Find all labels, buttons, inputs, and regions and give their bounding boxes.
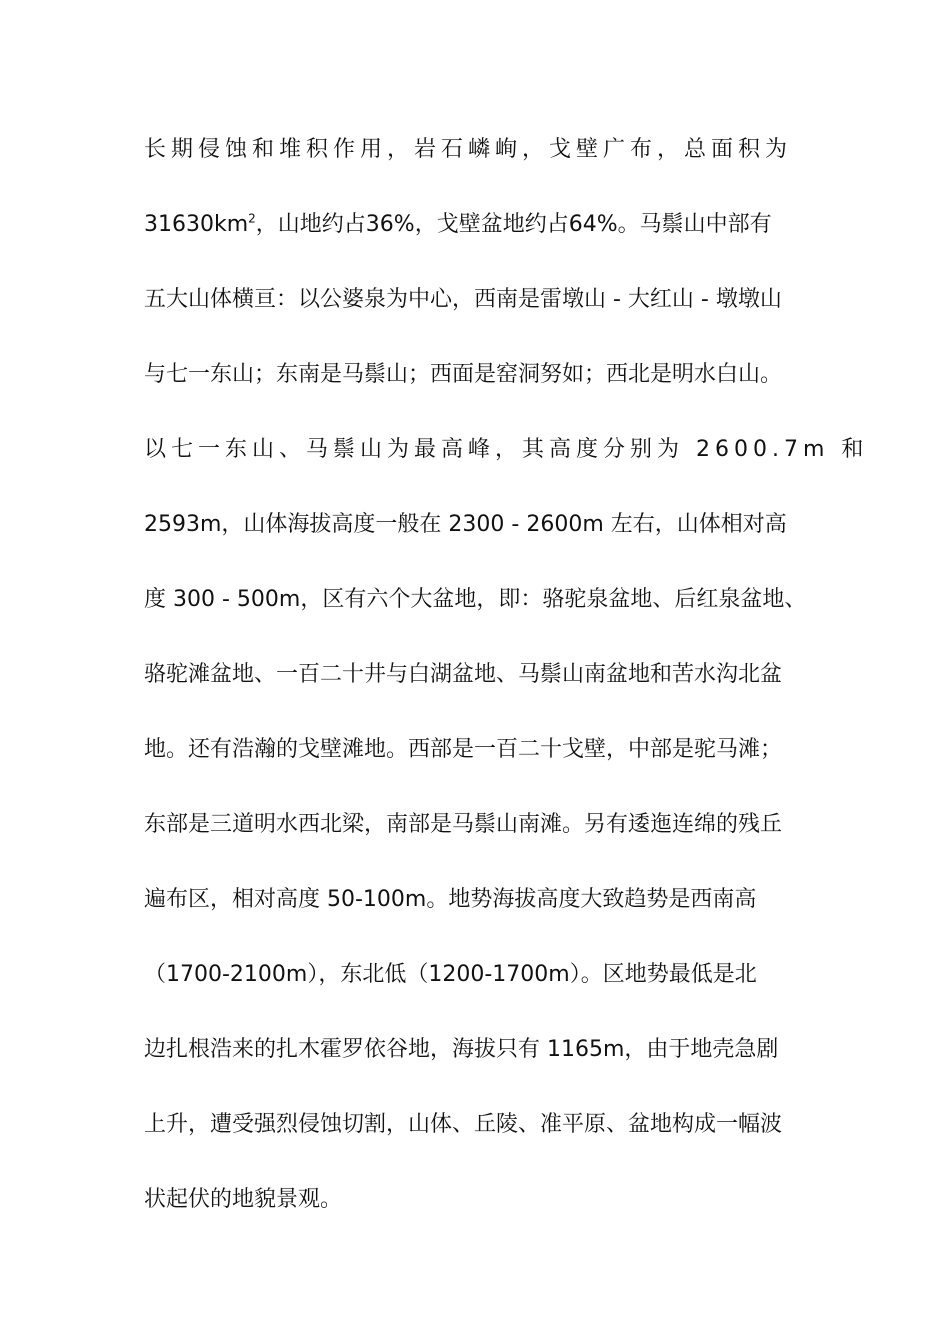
text-line-7: 度 300 - 500m，区有六个大盆地，即：骆驼泉盆地、后红泉盆地、	[144, 587, 807, 612]
text-line-2-rest: ，山地约占36%，戈壁盆地约占64%。马鬃山中部有	[255, 212, 772, 237]
text-line-14: 上升，遭受强烈侵蚀切割，山体、丘陵、准平原、盆地构成一幅波	[144, 1112, 783, 1137]
text-line-11: 遍布区，相对高度 50-100m。地势海拔高度大致趋势是西南高	[144, 887, 757, 912]
text-line-9: 地。还有浩瀚的戈壁滩地。西部是一百二十戈壁，中部是驼马滩；	[144, 737, 783, 762]
area-value: 31630km	[144, 212, 249, 237]
text-line-12: （1700-2100m），东北低（1200-1700m）。区地势最低是北	[144, 962, 757, 987]
text-line-13: 边扎根浩来的扎木霍罗依谷地，海拔只有 1165m，由于地壳急剧	[144, 1037, 779, 1062]
text-line-4: 与七一东山；东南是马鬃山；西面是窑洞努如；西北是明水白山。	[144, 362, 783, 387]
superscript-2: 2	[248, 211, 256, 226]
text-line-1: 长期侵蚀和堆积作用，岩石嶙峋，戈壁广布，总面积为	[144, 137, 793, 162]
text-line-3: 五大山体横亘：以公婆泉为中心，西南是雷墩山 - 大红山 - 墩墩山	[144, 287, 782, 312]
text-line-10: 东部是三道明水西北梁，南部是马鬃山南滩。另有逶迤连绵的残丘	[144, 812, 783, 837]
text-line-5: 以七一东山、马鬃山为最高峰，其高度分别为 2600.7m 和	[144, 437, 869, 462]
text-line-15: 状起伏的地貌景观。	[144, 1187, 343, 1212]
text-line-8: 骆驼滩盆地、一百二十井与白湖盆地、马鬃山南盆地和苦水沟北盆	[144, 662, 783, 687]
text-line-2	[144, 205, 844, 245]
text-line-6: 2593m，山体海拔高度一般在 2300 - 2600m 左右，山体相对高	[144, 512, 787, 537]
